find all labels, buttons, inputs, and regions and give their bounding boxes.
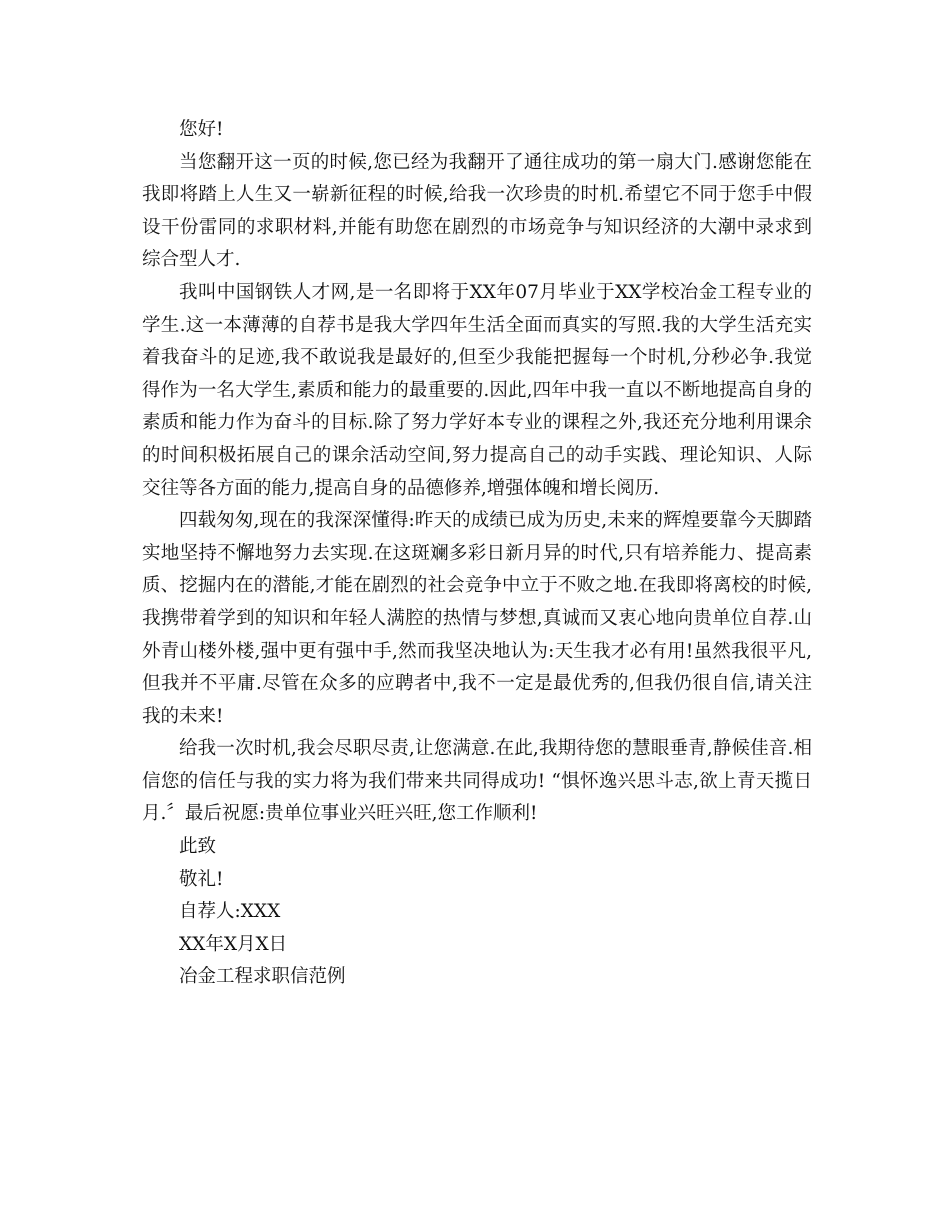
date: XX年X月X日 (179, 933, 288, 955)
letter-body (142, 114, 812, 994)
signature: 自荐人:XXX (179, 901, 281, 923)
closing: 此致 (179, 836, 217, 858)
paragraph-4: 给我一次时机,我会尽职尽责,让您满意.在此,我期待您的慧眼垂青,静候佳音.相信您的信任与我的实力将为我们带来共同得成功! “惧怀逸兴思斗志,欲上青天揽日月.〞最后祝愿:贵单位事业兴旺兴旺,您工作顺利! (142, 738, 812, 825)
greeting: 您好! (179, 119, 224, 140)
paragraph-2: 我叫中国钢铁人才网,是一名即将于XX年07月毕业于XX学校冶金工程专业的学生.这一本薄薄的自荐书是我大学四年生活全面而真实的写照.我的大学生活充实着我奋斗的足迹,我不敢说我是最好的,但至少我能把握每一个时机,分秒必争.我觉得作为一名大学生,素质和能力的最重要的.因此,四年中我一直以不断地提高自身的素质和能力作为奋斗的目标.除了努力学好本专业的课程之外,我还充分地利用课余的时间积极拓展自己的课余活动空间,努力提高自己的动手实践、理论知识、人际交往等各方面的能力,提高自身的品德修养,增强体魄和增长阅历. (142, 281, 812, 499)
paragraph-3: 四载匆匆,现在的我深深懂得:昨天的成绩已成为历史,未来的辉煌要靠今天脚踏实地坚持不懈地努力去实现.在这斑斓多彩日新月异的时代,只有培养能力、提高素质、挖掘内在的潜能,才能在剧烈的社会竞争中立于不败之地.在我即将离校的时候,我携带着学到的知识和年轻人满腔的热情与梦想,真诚而又衷心地向贵单位自荐.山外青山楼外楼,强中更有强中手,然而我坚决地认为:天生我才必有用!虽然我很平凡,但我并不平庸.尽管在众多的应聘者中,我不一定是最优秀的,但我仍很自信,请关注我的未来! (142, 510, 812, 727)
footer-title: 冶金工程求职信范例 (179, 966, 346, 988)
salute: 敬礼! (179, 868, 224, 890)
paragraph-1: 当您翻开这一页的时候,您已经为我翻开了通往成功的第一扇大门.感谢您能在我即将踏上人生又一崭新征程的时候,给我一次珍贵的时机.希望它不同于您手中假设干份雷同的求职材料,并能有助您在剧烈的市场竞争与知识经济的大潮中录求到综合型人才. (142, 151, 812, 271)
